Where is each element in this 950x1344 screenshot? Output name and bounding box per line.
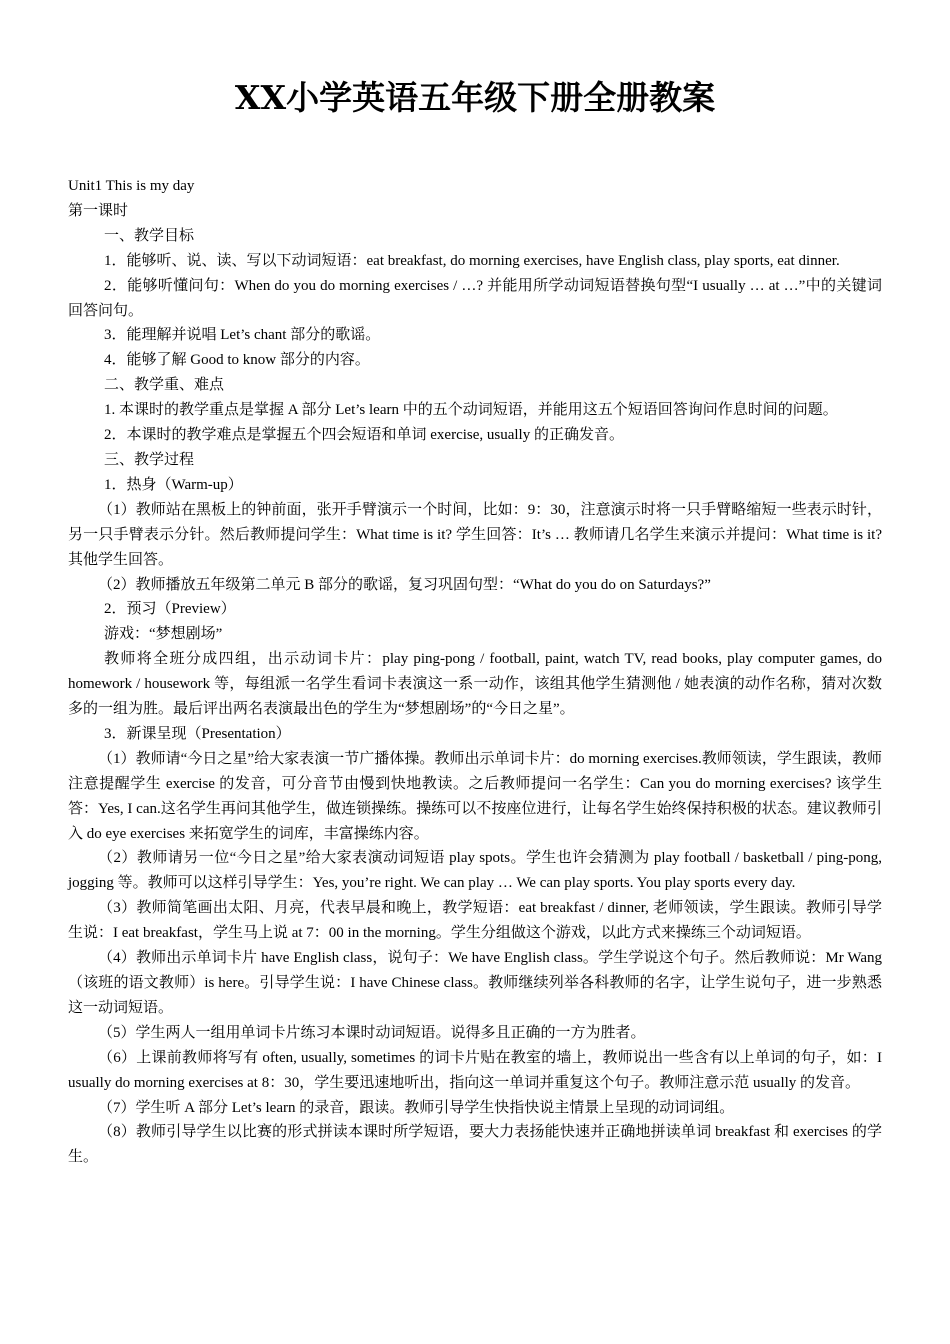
paragraph: 2．能够听懂问句：When do you do morning exercises / …? 并能用所学动词短语替换句型“I usually … at …”中的关键词回答问句。	[68, 277, 882, 319]
paragraph: （7）学生听 A 部分 Let’s learn 的录音，跟读。教师引导学生快指快说主情景上呈现的动词词组。	[98, 1099, 735, 1116]
paragraph: 3．能理解并说唱 Let’s chant 部分的歌谣。	[104, 327, 381, 344]
paragraph: 3．新课呈现（Presentation）	[104, 725, 291, 742]
paragraph: （5）学生两人一组用单词卡片练习本课时动词短语。说得多且正确的一方为胜者。	[98, 1024, 646, 1041]
paragraph: 2．本课时的教学难点是掌握五个四会短语和单词 exercise, usually 的正确发音。	[104, 427, 624, 444]
paragraph: 第一课时	[68, 202, 129, 219]
paragraph: （8）教师引导学生以比赛的形式拼读本课时所学短语，要大力表扬能快速并正确地拼读单词 breakfast 和 exercises 的学生。	[68, 1124, 882, 1166]
paragraph: （4）教师出示单词卡片 have English class，说句子：We have English class。学生学说这个句子。然后教师说：Mr Wang（该班的语文教师）is here。引导学生说：I have Chinese class。教师继续列举各科教师的名字，让学生说句子，进一步熟悉这一动词短语。	[68, 950, 882, 1016]
paragraph: 1. 本课时的教学重点是掌握 A 部分 Let’s learn 中的五个动词短语，并能用这五个短语回答询问作息时间的问题。	[104, 402, 838, 419]
paragraph: 二、教学重、难点	[104, 377, 225, 394]
paragraph: （2）教师播放五年级第二单元 B 部分的歌谣，复习巩固句型：“What do you do on Saturdays?”	[98, 576, 711, 593]
paragraph: （6）上课前教师将写有 often, usually, sometimes 的词卡片贴在教室的墙上，教师说出一些含有以上单词的句子，如：I usually do morning exercises at 8：30，学生要迅速地听出，指向这一单词并重复这个句子。教师注意示范 usually 的发音。	[68, 1049, 882, 1091]
paragraph: 教师将全班分成四组，出示动词卡片：play ping-pong / football, paint, watch TV, read books, play computer games, do homework / housework 等，每组派一名学生看词卡表演这一系一动作，该组其他学生猜测他 / 她表演的动作名称，猜对次数多的一组为胜。最后评出两名表演最出色的学生为“梦想剧场”的“今日之星”。	[68, 651, 882, 718]
paragraph: （2）教师请另一位“今日之星”给大家表演动词短语 play spots。学生也许会猜测为 play football / basketball / ping-pong, jogging 等。教师可以这样引导学生：Yes, you’re right. We can play … We can play sports. You play sports every day.	[68, 850, 882, 892]
paragraph: （1）教师站在黑板上的钟前面，张开手臂演示一个时间，比如：9：30，注意演示时将一只手臂略缩短一些表示时针，另一只手臂表示分针。然后教师提问学生：What time is it? 学生回答：It’s … 教师请几名学生来演示并提问：What time is it? 其他学生回答。	[68, 501, 882, 568]
paragraph: 1．热身（Warm-up）	[104, 476, 243, 493]
document-body	[68, 174, 882, 1170]
paragraph: Unit1 This is my day	[68, 178, 195, 194]
paragraph: 三、教学过程	[104, 451, 195, 468]
paragraph: （1）教师请“今日之星”给大家表演一节广播体操。教师出示单词卡片：do morning exercises.教师领读，学生跟读，教师注意提醒学生 exercise 的发音，可分音节由慢到快地教读。之后教师提问一名学生：Can you do morning exercises? 该学生答：Yes, I can.这名学生再问其他学生，做连锁操练。操练可以不按座位进行，让每名学生始终保持积极的状态。建议教师引入 do eye exercises 来拓宽学生的词库，丰富操练内容。	[68, 750, 882, 842]
document-title: XX小学英语五年级下册全册教案	[234, 78, 716, 117]
paragraph: 游戏：“梦想剧场”	[104, 626, 223, 643]
paragraph: 一、教学目标	[104, 227, 195, 244]
paragraph: 4．能够了解 Good to know 部分的内容。	[104, 352, 370, 369]
paragraph: （3）教师简笔画出太阳、月亮，代表早晨和晚上，教学短语：eat breakfast / dinner, 老师领读，学生跟读。教师引导学生说：I eat breakfast，学生马上说 at 7：00 in the morning。学生分组做这个游戏，以此方式来操练三个动词短语。	[68, 900, 882, 942]
paragraph: 2．预习（Preview）	[104, 601, 236, 618]
paragraph: 1．能够听、说、读、写以下动词短语：eat breakfast, do morning exercises, have English class, play sports, eat dinner.	[104, 252, 840, 269]
